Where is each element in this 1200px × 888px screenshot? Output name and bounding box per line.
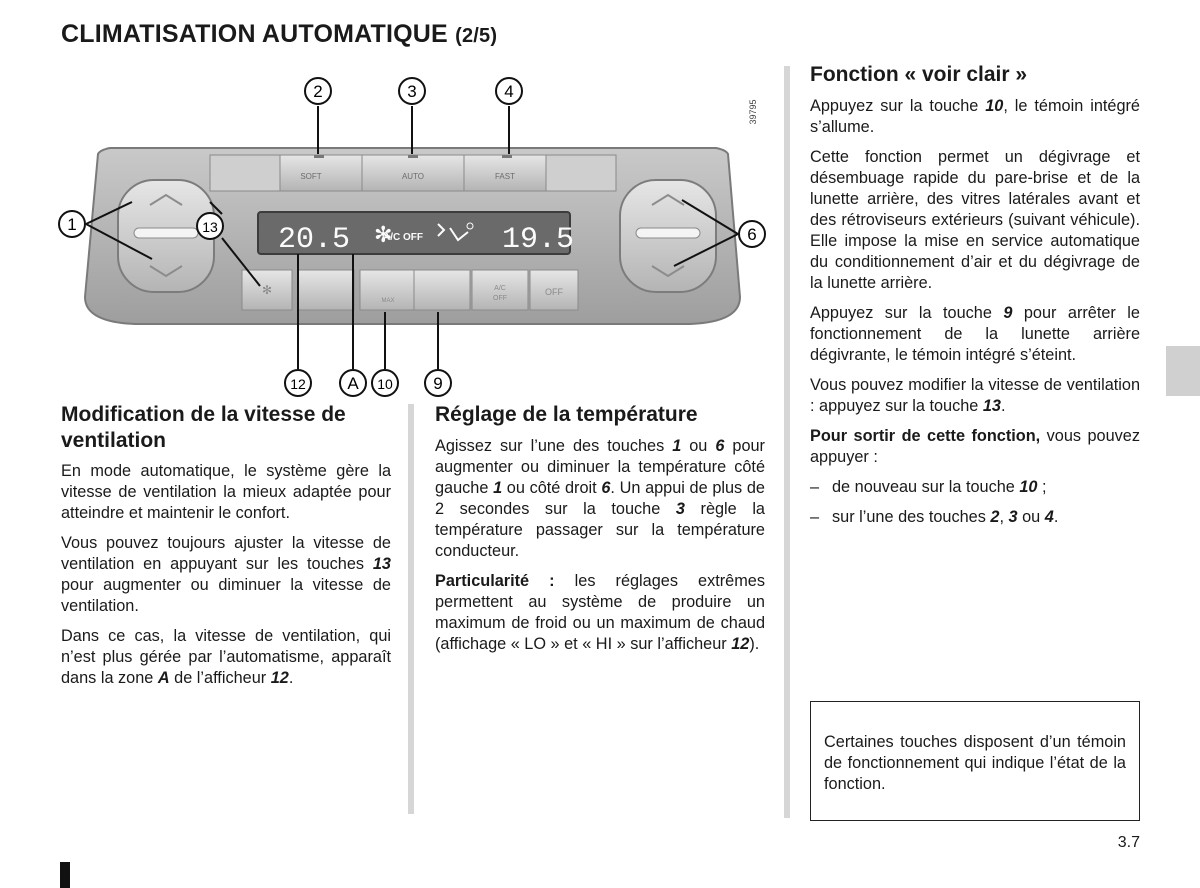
max-label: MAX (381, 298, 395, 304)
climate-panel-figure (40, 62, 780, 402)
callout-4: 4 (504, 82, 514, 101)
voir-clair-p4: Vous pouvez modifier la vitesse de ventilation : appuyez sur la touche 13. (810, 376, 1140, 415)
bottom-buttons (242, 270, 578, 310)
soft-label: SOFT (300, 172, 322, 181)
ventilation-p2: Vous pouvez toujours ajuster la vitesse de ventilation en appuyant sur les touches 13 pour augmenter ou diminuer la vitesse de ventilation. (61, 534, 391, 615)
callout-A: A (347, 374, 359, 393)
column-divider-right (784, 66, 790, 818)
display-right-temp: 19.5 (502, 223, 575, 257)
page-title (61, 20, 497, 49)
title-main: CLIMATISATION AUTOMATIQUE (61, 20, 448, 48)
left-temp-knob (118, 180, 214, 292)
section-voir-clair-text (810, 96, 1140, 537)
section-heading-ventilation: Modification de la vitesse de ventilation (61, 403, 346, 452)
callout-9: 9 (433, 374, 443, 393)
page-number: 3.7 (1117, 834, 1140, 851)
off-label: OFF (545, 287, 563, 297)
right-temp-knob (620, 180, 716, 292)
chapter-tab (1166, 346, 1200, 396)
voir-clair-list-item-1: – de nouveau sur la touche 10 ; (810, 478, 1047, 496)
fan-icon: ✻ (374, 223, 393, 248)
ventilation-p3: Dans ce cas, la vitesse de ventilation, qui n’est plus gérée par l’automatisme, apparaît dans la zone A de l’afficheur 12. (61, 627, 391, 687)
title-part: (2/5) (455, 25, 498, 47)
note-box (810, 701, 1140, 821)
note-text: Certaines touches disposent d’un témoin de fonctionnement qui indique l’état de la fonction. (824, 733, 1126, 793)
callout-13: 13 (202, 219, 218, 235)
callout-10: 10 (377, 376, 393, 392)
voir-clair-p3: Appuyez sur la touche 9 pour arrêter le fonctionnement de la lunette arrière dégivrante, le témoin intégré s’éteint. (810, 304, 1140, 364)
fast-label: FAST (494, 172, 516, 181)
auto-label: AUTO (401, 172, 425, 181)
section-heading-temperature: Réglage de la température (435, 403, 698, 426)
voir-clair-list-item-2: – sur l’une des touches 2, 3 ou 4. (810, 508, 1059, 526)
callout-6: 6 (747, 225, 757, 244)
column-divider-left (408, 404, 414, 814)
voir-clair-p2: Cette fonction permet un dégivrage et désembuage rapide du pare-brise et de la lunette arrière, des vitres latérales avant et des rétroviseurs extérieurs (suivant véhicule). Elle impose la mise en service automatique du conditionnement d’air et du dégivrage de la lunette arrière. (810, 148, 1140, 292)
voir-clair-p5: Pour sortir de cette fonction, vous pouvez appuyer : (810, 427, 1140, 466)
temperature-p1: Agissez sur l’une des touches 1 ou 6 pour augmenter ou diminuer la température côté gauche 1 ou côté droit 6. Un appui de plus de 2 secondes sur la touche 3 règle la température passager sur la température conducteur. (435, 437, 765, 560)
top-buttons (210, 155, 616, 191)
ventilation-p1: En mode automatique, le système gère la vitesse de ventilation la mieux adaptée pour atteindre et maintenir le confort. (61, 462, 391, 522)
callout-1: 1 (67, 215, 77, 234)
callout-12: 12 (290, 376, 306, 392)
display-ac-status: A/C OFF (383, 232, 423, 243)
voir-clair-p1: Appuyez sur la touche 10, le témoin intégré s’allume. (810, 97, 1140, 136)
ac-small-label: A/C (494, 285, 506, 292)
section-ventilation-text (61, 461, 391, 698)
display-left-temp: 20.5 (278, 223, 351, 257)
section-heading-voir-clair: Fonction « voir clair » (810, 63, 1028, 86)
display-12 (258, 212, 574, 257)
figure-ref-code: 39795 (748, 99, 758, 125)
callout-3: 3 (407, 82, 417, 101)
page-edge-mark (60, 862, 70, 888)
callout-2: 2 (313, 82, 323, 101)
fan-button-icon: ✻ (261, 283, 273, 297)
off-small-label: OFF (493, 295, 507, 302)
temperature-p2: Particularité : les réglages extrêmes permettent au système de produire un maximum de froid ou un maximum de chaud (affichage « LO » et « HI » sur l’afficheur 12). (435, 572, 765, 653)
section-temperature-text (435, 436, 765, 664)
